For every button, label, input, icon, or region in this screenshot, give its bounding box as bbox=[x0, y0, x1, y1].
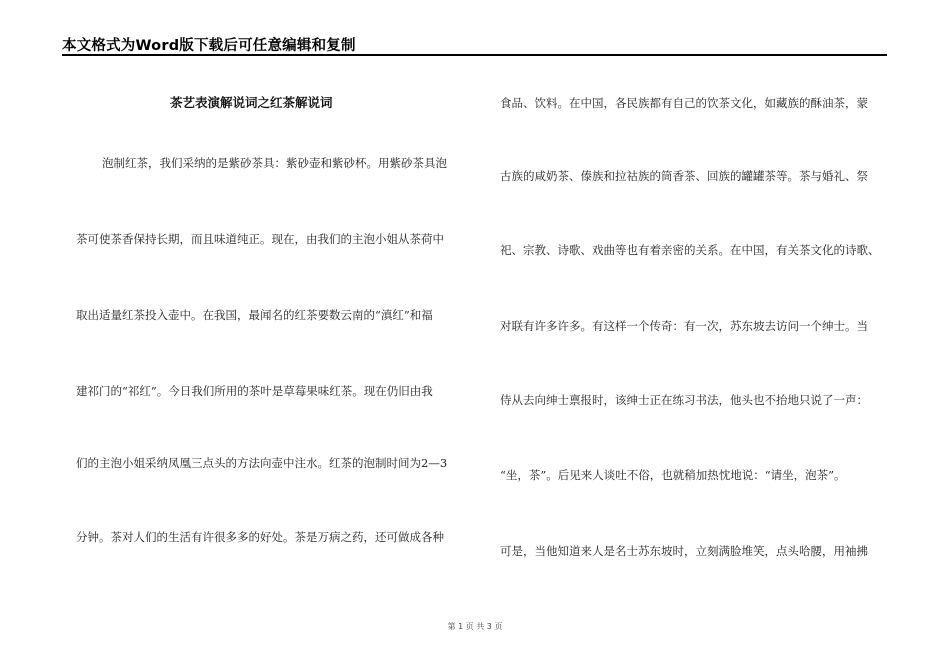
paragraph-line: “坐，茶”。后见来人谈吐不俗，也就稍加热忱地说：“请坐，泡茶”。 bbox=[500, 468, 846, 482]
paragraph-line: 侍从去向绅士禀报时，该绅士正在练习书法，他头也不抬地只说了一声： bbox=[500, 393, 868, 407]
paragraph-line: 对联有许多许多。有这样一个传奇：有一次，苏东坡去访问一个绅士。当 bbox=[500, 319, 868, 333]
paragraph-line: 取出适量红茶投入壶中。在我国，最闻名的红茶要数云南的“滇红”和福 bbox=[76, 308, 433, 322]
paragraph-line: 泡制红茶，我们采纳的是紫砂茶具：紫砂壶和紫砂杯。用紫砂茶具泡 bbox=[102, 156, 447, 170]
paragraph-line: 茶可使茶香保持长期，而且味道纯正。现在，由我们的主泡小姐从茶荷中 bbox=[76, 232, 444, 246]
document-title bbox=[0, 93, 333, 111]
paragraph-line: 建祁门的“祁红”。今日我们所用的茶叶是草莓果味红茶。现在仍旧由我 bbox=[76, 384, 433, 398]
paragraph-line: 可是，当他知道来人是名士苏东坡时，立刻满脸堆笑，点头哈腰，用袖拂 bbox=[500, 544, 868, 558]
document-title-text: 茶艺表演解说词之红茶解说词 bbox=[170, 95, 333, 110]
paragraph-line: 古族的咸奶茶、傣族和拉祜族的筒香茶、回族的罐罐茶等。茶与婚礼、祭 bbox=[500, 169, 868, 183]
paragraph-line: 食品、饮料。在中国，各民族都有自己的饮茶文化，如藏族的酥油茶，蒙 bbox=[500, 96, 868, 110]
header-divider bbox=[62, 54, 887, 56]
page-number: 第 1 页 共 3 页 bbox=[447, 622, 503, 631]
header-text: 本文格式为Word版下载后可任意编辑和复制 bbox=[62, 38, 356, 54]
paragraph-line: 们的主泡小姐采纳凤凰三点头的方法向壶中注水。红茶的泡制时间为2—3 bbox=[76, 456, 448, 470]
paragraph-line: 祀、宗教、诗歌、戏曲等也有着亲密的关系。在中国，有关茶文化的诗歌、 bbox=[500, 243, 880, 257]
paragraph-line: 分钟。茶对人们的生活有许很多多的好处。茶是万病之药，还可做成各种 bbox=[76, 530, 444, 544]
